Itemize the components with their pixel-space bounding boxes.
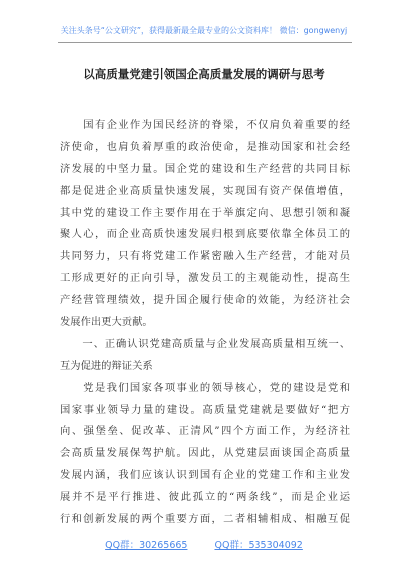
body-line: 国有企业作为国民经济的脊梁，不仅肩负着重要的经 <box>60 119 350 131</box>
body-line: 国家事业领导力量的建设。高质量党建就是要做好“把方 <box>60 403 350 416</box>
body-line: 其中党的建设工作主要作用在于举旗定向、思想引领和凝 <box>60 206 350 219</box>
footer <box>0 537 408 551</box>
body-line: 党是我们国家各项事业的领导核心，党的建设是党和 <box>60 381 350 394</box>
body-line: 济使命，也肩负着厚重的政治使命，是推动国家和社会经 <box>60 140 350 153</box>
body-line: 都是促进企业高质量快速发展，实现国有资产保值增值， <box>60 184 350 197</box>
qq-group-link[interactable]: QQ群：30265665 <box>105 540 188 551</box>
document-title: 以高质量党建引领国企高质量发展的调研与思考 <box>83 67 325 81</box>
body-line: 工形成更好的正向引导，激发员工的主观能动性，提高生 <box>60 272 350 285</box>
document-body <box>60 115 350 531</box>
body-line: 聚人心，而企业高质快速发展归根到底要依靠全体员工的 <box>60 228 350 241</box>
body-line: 向、强堡垒、促改革、正清风”四个方面工作，为经济社 <box>60 425 350 438</box>
body-line: 行和创新发展的两个重要方面，二者相辅相成、相融互促 <box>60 513 350 526</box>
body-line: 产经营管理绩效，提升国企履行使命的效能，为经济社会 <box>60 294 350 307</box>
body-line: 共同努力，只有将党建工作紧密融入生产经营，才能对员 <box>60 250 350 263</box>
header-note: 关注头条号“公文研究”，获得最新最全最专业的公文资料库！ 微信：gongwenyj <box>60 26 348 35</box>
section-heading-line: 一、正确认识党建高质量与企业发展高质量相互统一、 <box>60 337 350 350</box>
header-divider <box>58 42 352 43</box>
body-line: 展并不是平行推进、彼此孤立的“两条线”，而是企业运 <box>60 491 350 504</box>
body-line: 发展内涵，我们应该认识到国有企业的党建工作和主业发 <box>60 469 350 482</box>
body-line: 会高质量发展保驾护航。因此，从党建层面谈国企高质量 <box>60 447 350 460</box>
qq-group-link[interactable]: QQ群：535304092 <box>214 540 303 551</box>
section-heading-line: 互为促进的辩证关系 <box>60 359 153 372</box>
body-line: 发展作出更大贡献。 <box>60 316 153 329</box>
body-line: 济发展的中坚力量。国企党的建设和生产经营的共同目标 <box>60 162 350 175</box>
